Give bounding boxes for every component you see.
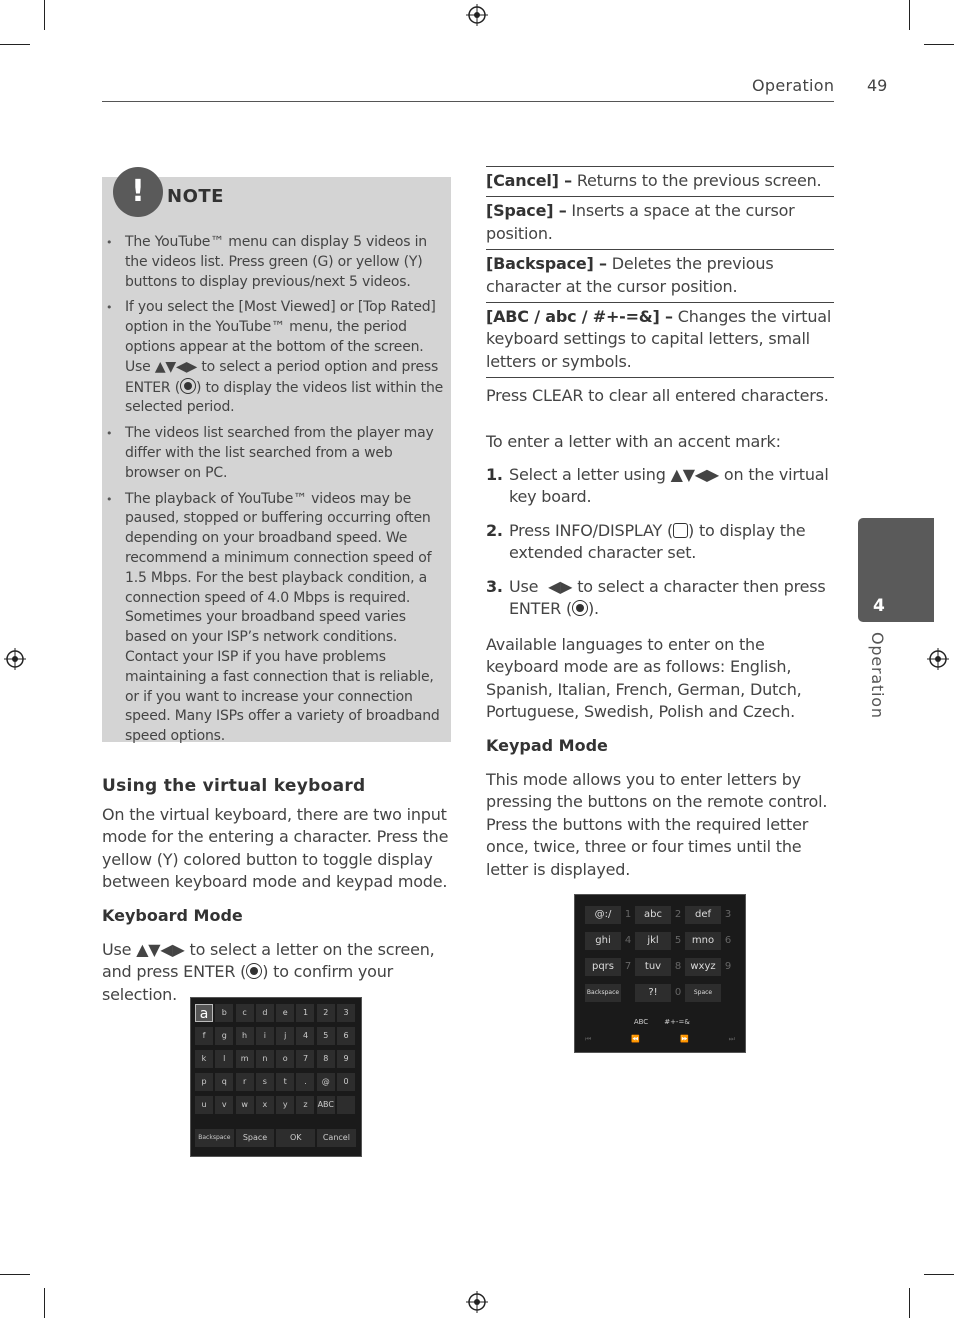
- keypad-number: 4: [624, 935, 632, 946]
- chapter-tab: [858, 518, 934, 622]
- section-heading: Using the virtual keyboard: [102, 776, 366, 796]
- keyboard-key: 3: [337, 1004, 355, 1022]
- keypad-key: jkl: [635, 932, 671, 950]
- keypad-number: 1: [624, 909, 632, 920]
- keyboard-key: 8: [317, 1050, 335, 1068]
- keypad-mode-heading: Keypad Mode: [486, 736, 608, 755]
- cancel-key: Cancel: [317, 1129, 356, 1147]
- keyboard-key: x: [256, 1096, 274, 1114]
- keyboard-key: 5: [317, 1027, 335, 1045]
- keyboard-key: e: [276, 1004, 294, 1022]
- steps-list: [486, 464, 834, 631]
- ok-key: OK: [276, 1129, 315, 1147]
- enter-icon: [180, 378, 196, 394]
- arrows-icon: ▲▼◀▶: [670, 465, 720, 484]
- keyboard-key: 2: [317, 1004, 335, 1022]
- keypad-number: 0: [674, 987, 682, 998]
- crop-mark: [909, 1288, 910, 1318]
- note-list: [106, 233, 444, 753]
- arrows-icon: ▲▼◀▶: [136, 940, 185, 959]
- keyboard-key: k: [195, 1050, 213, 1068]
- keyboard-key: ABC: [317, 1096, 335, 1114]
- crop-mark: [924, 44, 954, 45]
- keyboard-key: q: [215, 1073, 233, 1091]
- keyboard-mode-heading: Keyboard Mode: [102, 906, 243, 925]
- keypad-key: mno: [685, 932, 721, 950]
- table-row: [Cancel] – Returns to the previous screen.: [486, 167, 834, 197]
- keypad-key: pqrs: [585, 958, 621, 976]
- keyboard-key: z: [296, 1096, 314, 1114]
- keyboard-key: l: [215, 1050, 233, 1068]
- keyboard-key: 6: [337, 1027, 355, 1045]
- keypad-number: [621, 984, 635, 1002]
- keyboard-key: [337, 1096, 355, 1114]
- step-item: 1. Select a letter using ▲▼◀▶ on the virtual key board.: [486, 465, 829, 507]
- keypad-key: ghi: [585, 932, 621, 950]
- page-number: 49: [867, 76, 888, 95]
- info-display-icon: [673, 523, 688, 538]
- keypad-number: 5: [674, 935, 682, 946]
- step-item: 2. Press INFO/DISPLAY ( ) to display the extended character set.: [486, 520, 806, 563]
- keyboard-key: p: [195, 1073, 213, 1091]
- keyboard-key: b: [215, 1004, 233, 1022]
- enter-icon: [246, 963, 262, 979]
- keypad-number: 6: [724, 935, 732, 946]
- buttons-table: [486, 166, 834, 378]
- keyboard-key: 1: [296, 1004, 314, 1022]
- arrows-icon: ▲▼◀▶: [154, 358, 198, 375]
- keypad-number: 9: [724, 961, 732, 972]
- keypad-key: tuv: [635, 958, 671, 976]
- keypad-number: 2: [674, 909, 682, 920]
- exclamation-icon: !: [113, 167, 163, 217]
- keypad-key: abc: [635, 906, 671, 924]
- crop-mark: [0, 44, 30, 45]
- table-row: [Backspace] – Deletes the previous character at the cursor position.: [486, 250, 834, 303]
- keypad-number: 7: [624, 961, 632, 972]
- crop-mark: [909, 0, 910, 30]
- keypad-key: wxyz: [685, 958, 721, 976]
- left-right-arrows-icon: ◀▶: [548, 576, 573, 596]
- keypad-nav: [585, 1035, 735, 1044]
- keyboard-key: r: [236, 1073, 254, 1091]
- keyboard-key: 0: [337, 1073, 355, 1091]
- keyboard-key: d: [256, 1004, 274, 1022]
- keyboard-key: 7: [296, 1050, 314, 1068]
- note-item: • If you select the [Most Viewed] or [Top Rated] option in the YouTube™ menu, the period options appear at the bottom of the screen. Use ▲▼◀▶ to select a period option and press ENTER ( ) to display the videos list within the selected period.: [106, 298, 444, 418]
- keypad-key: ?!: [635, 984, 671, 1002]
- clear-paragraph: Press CLEAR to clear all entered characters.: [486, 386, 829, 405]
- registration-mark-icon: [466, 4, 488, 26]
- keypad-key: Backspace: [585, 984, 621, 1002]
- keyboard-key: s: [256, 1073, 274, 1091]
- note-item: • The videos list searched from the player may differ with the list searched from a web browser on PC.: [106, 424, 444, 483]
- keyboard-key: m: [236, 1050, 254, 1068]
- intro-paragraph: On the virtual keyboard, there are two input mode for the entering a character. Press the yellow (Y) colored button to toggle display between keyboard mode and keypad mode.: [102, 805, 449, 892]
- keypad-mode-symbols: #+-=&: [664, 1018, 690, 1026]
- keyboard-key: u: [195, 1096, 213, 1114]
- skip-forward-icon: ⏭: [728, 1035, 735, 1043]
- crop-mark: [924, 1274, 954, 1275]
- table-row: [ABC / abc / #+-=&] – Changes the virtual keyboard settings to capital letters, small letters or symbols.: [486, 303, 834, 378]
- keyboard-bottom-row: [195, 1129, 357, 1147]
- keyboard-key: i: [256, 1027, 274, 1045]
- note-title: NOTE: [167, 186, 224, 207]
- skip-back-icon: ⏮: [585, 1035, 592, 1043]
- keyboard-key: h: [236, 1027, 254, 1045]
- table-row: [Space] – Inserts a space at the cursor position.: [486, 197, 834, 250]
- header-rule: [102, 101, 834, 102]
- keyboard-key: j: [276, 1027, 294, 1045]
- backspace-key: Backspace: [195, 1129, 234, 1147]
- note-item: • The YouTube™ menu can display 5 videos in the videos list. Press green (G) or yellow (Y) buttons to display previous/next 5 videos.: [106, 233, 444, 292]
- keyboard-key: o: [276, 1050, 294, 1068]
- step-item: 3. Use ◀▶ to select a character then press ENTER ( ).: [486, 576, 826, 619]
- keyboard-key: n: [256, 1050, 274, 1068]
- keyboard-mode-paragraph: Use ▲▼◀▶ to select a letter on the screen, and press ENTER ( ) to confirm your selection.: [102, 940, 435, 1004]
- languages-paragraph: Available languages to enter on the keyboard mode are as follows: English, Spanish, Italian, French, German, Dutch, Portuguese, Swedish, Polish and Czech.: [486, 635, 802, 722]
- keyboard-key: 4: [296, 1027, 314, 1045]
- keypad-mode-paragraph: This mode allows you to enter letters by pressing the buttons on the remote control. Press the buttons with the required letter once, twice, three or four times until the letter is displayed.: [486, 770, 828, 879]
- keyboard-key: a: [195, 1004, 213, 1022]
- keyboard-key: g: [215, 1027, 233, 1045]
- space-key: Space: [236, 1129, 275, 1147]
- crop-mark: [44, 1288, 45, 1318]
- keypad-grid: [585, 906, 735, 1002]
- keyboard-key: y: [276, 1096, 294, 1114]
- chapter-number: 4: [873, 596, 885, 616]
- keyboard-key: 9: [337, 1050, 355, 1068]
- keypad-key: @:/: [585, 906, 621, 924]
- registration-mark-icon: [4, 648, 26, 670]
- keyboard-key: @: [317, 1073, 335, 1091]
- accent-intro: To enter a letter with an accent mark:: [486, 432, 781, 451]
- note-item: • The playback of YouTube™ videos may be paused, stopped or buffering occurring often depending on your broadband speed. We recommend a minimum connection speed of 1.5 Mbps. For the best playback condition, a connection speed of 4.0 Mbps is required. Sometimes your broadband speed varies based on your ISP’s network conditions. Contact your ISP if you have problems maintaining a fast connection that is reliable, or if you want to increase your connection speed. Many ISPs offer a variety of broadband speed options.: [106, 490, 444, 747]
- keyboard-key: .: [296, 1073, 314, 1091]
- keyboard-key: c: [236, 1004, 254, 1022]
- keyboard-key: f: [195, 1027, 213, 1045]
- crop-mark: [0, 1274, 30, 1275]
- keyboard-key: w: [236, 1096, 254, 1114]
- keyboard-grid: [195, 1004, 357, 1114]
- virtual-keyboard-screenshot: [190, 997, 362, 1157]
- keypad-number: [721, 984, 735, 1002]
- chapter-label: Operation: [868, 632, 887, 719]
- keyboard-key: v: [215, 1096, 233, 1114]
- keypad-mode-abc: ABC: [633, 1018, 649, 1026]
- crop-mark: [44, 0, 45, 30]
- header-section-title: Operation: [752, 76, 835, 95]
- fast-forward-icon: ⏩: [679, 1035, 689, 1043]
- rewind-icon: ⏪: [631, 1035, 640, 1043]
- registration-mark-icon: [466, 1291, 488, 1313]
- keypad-number: 8: [674, 961, 682, 972]
- keypad-number: 3: [724, 909, 732, 920]
- keypad-screenshot: [574, 894, 746, 1053]
- enter-icon: [572, 600, 588, 616]
- registration-mark-icon: [927, 648, 949, 670]
- keyboard-key: t: [276, 1073, 294, 1091]
- keypad-key: def: [685, 906, 721, 924]
- keypad-key: Space: [685, 984, 721, 1002]
